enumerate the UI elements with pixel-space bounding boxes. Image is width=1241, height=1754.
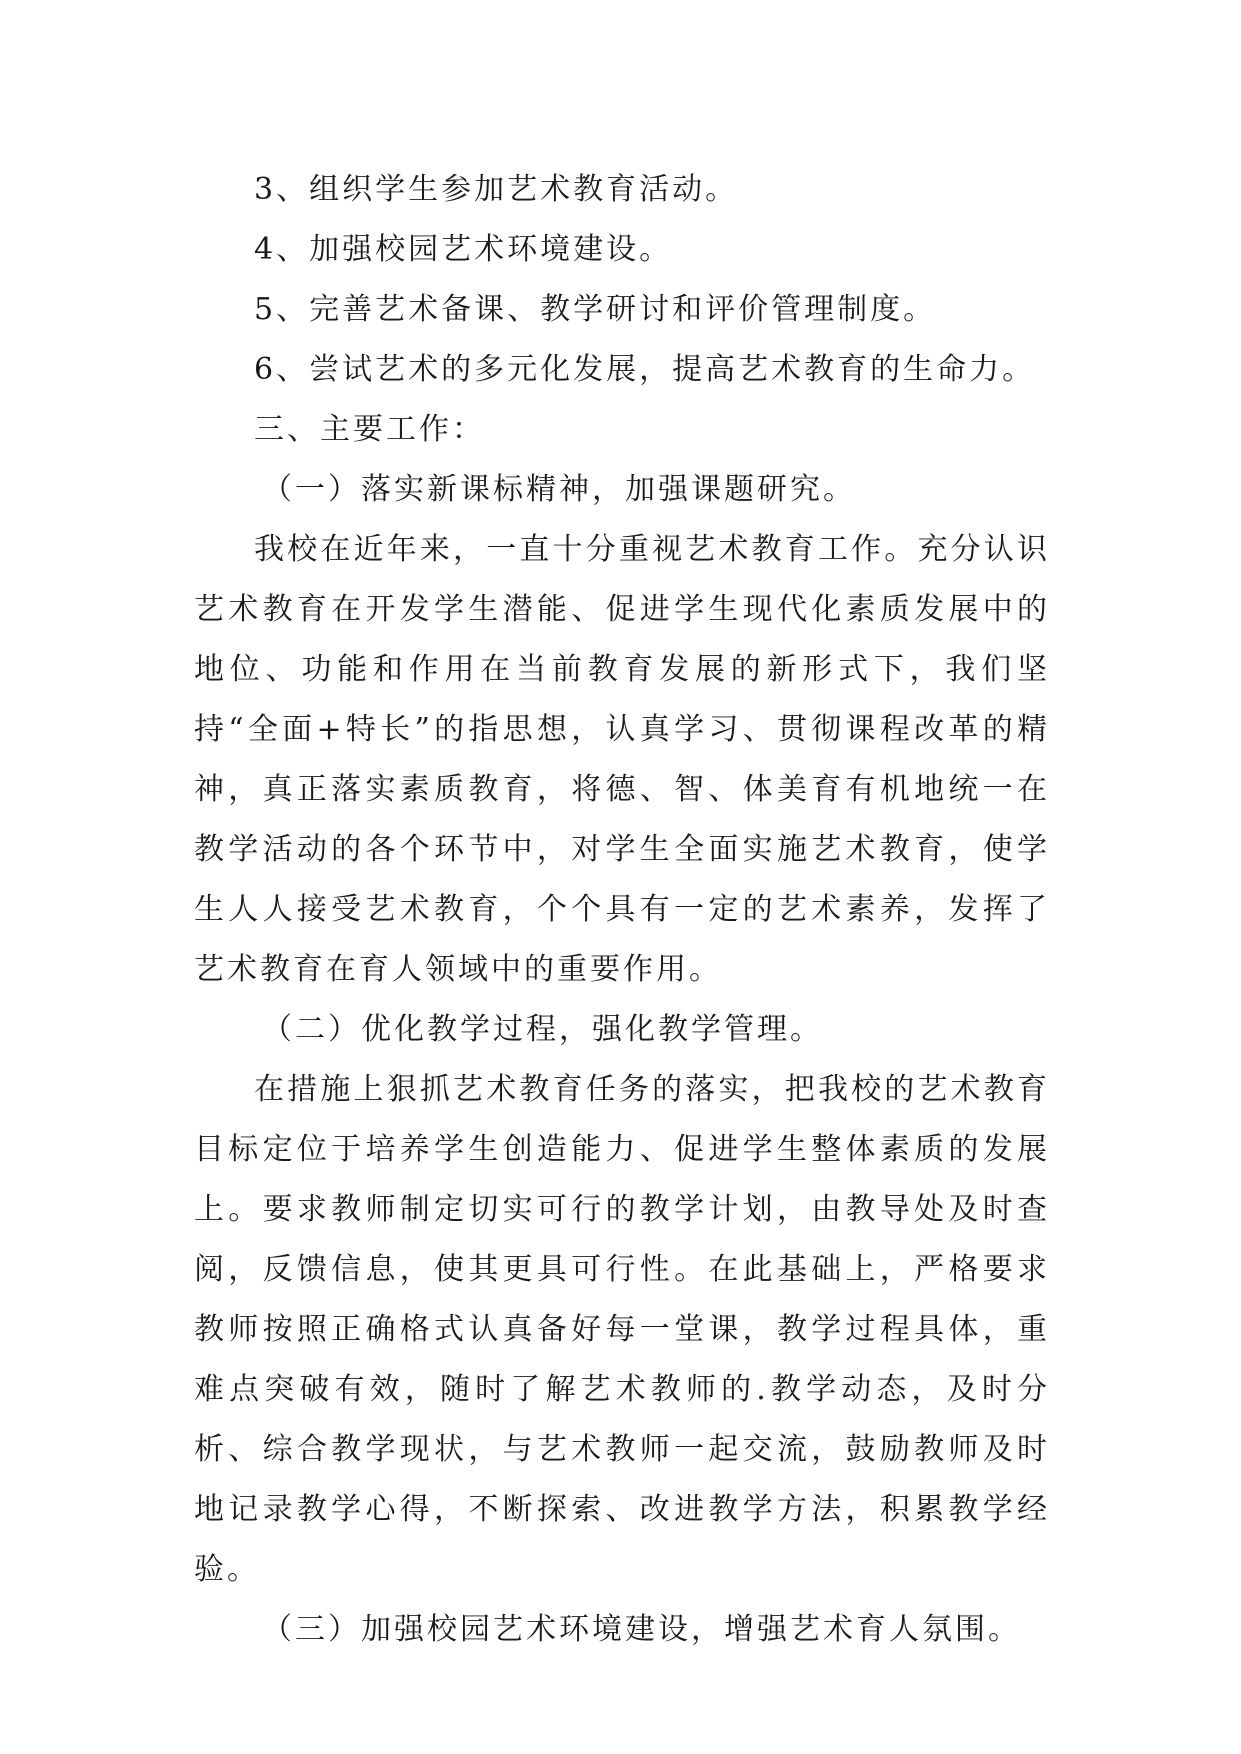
subsection-1-heading: （一）落实新课标精神，加强课题研究。	[262, 472, 856, 507]
subsection-3-heading: （三）加强校园艺术环境建设，增强艺术育人氛围。	[262, 1612, 1021, 1647]
subsection-2-heading: （二）优化教学过程，强化教学管理。	[262, 1012, 823, 1047]
list-item-4: 4、加强校园艺术环境建设。	[254, 232, 673, 267]
section-heading: 三、主要工作：	[254, 412, 485, 447]
subsection-2-paragraph: 在措施上狠抓艺术教育任务的落实，把我校的艺术教育目标定位于培养学生创造能力、促进学生整体素质的发展上。要求教师制定切实可行的教学计划，由教导处及时查阅，反馈信息，使其更具可行性。在此基础上，严格要求教师按照正确格式认真备好每一堂课，教学过程具体，重难点突破有效，随时了解艺术教师的.教学动态，及时分析、综合教学现状，与艺术教师一起交流，鼓励教师及时地记录教学心得，不断探索、改进教学方法，积累教学经验。	[194, 1072, 1050, 1587]
list-item-5: 5、完善艺术备课、教学研讨和评价管理制度。	[254, 292, 937, 327]
document-body	[194, 160, 1050, 1660]
list-item-3: 3、组织学生参加艺术教育活动。	[254, 172, 739, 207]
list-item-6: 6、尝试艺术的多元化发展，提高艺术教育的生命力。	[254, 352, 1036, 387]
subsection-1-paragraph: 我校在近年来，一直十分重视艺术教育工作。充分认识艺术教育在开发学生潜能、促进学生现代化素质发展中的地位、功能和作用在当前教育发展的新形式下，我们坚持“全面+特长”的指思想，认真学习、贯彻课程改革的精神，真正落实素质教育，将德、智、体美育有机地统一在教学活动的各个环节中，对学生全面实施艺术教育，使学生人人接受艺术教育，个个具有一定的艺术素养，发挥了艺术教育在育人领域中的重要作用。	[194, 532, 1050, 987]
